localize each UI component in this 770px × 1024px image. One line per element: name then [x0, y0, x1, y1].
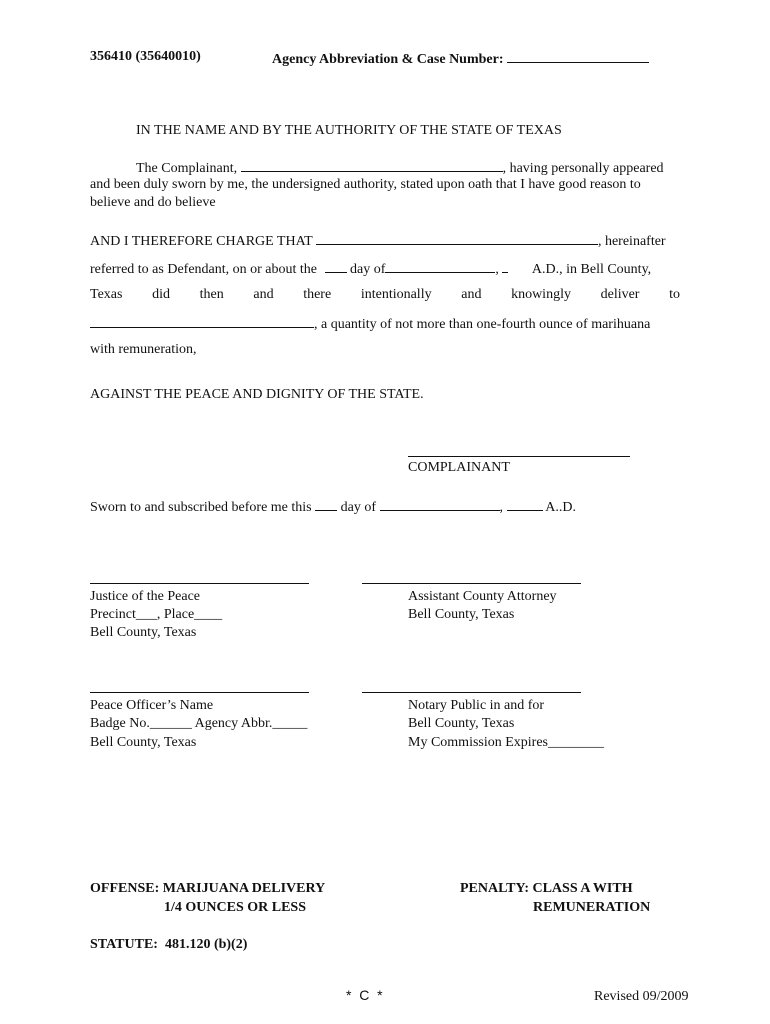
statute: STATUTE: 481.120 (b)(2) [90, 937, 248, 952]
defendant-date-text-d: A.D., in Bell County, [531, 262, 652, 277]
charge-line [90, 230, 666, 251]
officer-title: Peace Officer’s Name [90, 698, 214, 713]
complainant-line-3: believe and do believe [90, 195, 216, 210]
attorney-title: Assistant County Attorney [408, 589, 557, 604]
recipient-line [90, 313, 650, 334]
attorney-signature-line[interactable] [362, 583, 581, 584]
defendant-date-text-b: day of [350, 262, 386, 277]
defendant-date-text-a: referred to as Defendant, on or about the [90, 262, 318, 277]
complainant-signature-line[interactable] [408, 456, 630, 457]
day-blank[interactable] [325, 258, 347, 273]
justice-precinct: Precinct___, Place____ [90, 607, 223, 622]
charge-suffix: , hereinafter [597, 234, 666, 249]
penalty-line-2: REMUNERATION [533, 900, 651, 915]
officer-badge: Badge No.______ Agency Abbr._____ [90, 716, 308, 731]
complainant-line-2: and been duly sworn by me, the undersigned authority, stated upon oath that I have good reason to [90, 177, 641, 192]
officer-county: Bell County, Texas [90, 735, 197, 750]
complainant-label: COMPLAINANT [408, 460, 510, 475]
complainant-name-blank[interactable] [241, 157, 503, 172]
notary-signature-line[interactable] [362, 692, 581, 693]
officer-signature-line[interactable] [90, 692, 309, 693]
recipient-blank[interactable] [90, 313, 314, 328]
sworn-suffix: A..D. [545, 500, 576, 515]
sworn-prefix: Sworn to and subscribed before me this [90, 500, 312, 515]
complainant-prefix: The Complainant, [136, 161, 238, 176]
justice-title: Justice of the Peace [90, 589, 201, 604]
justice-county: Bell County, Texas [90, 625, 197, 640]
deliver-line: Texas did then and there intentionally and knowingly deliver to [90, 287, 680, 302]
offense-line-1: OFFENSE: MARIJUANA DELIVERY [90, 881, 326, 896]
against-statement: AGAINST THE PEACE AND DIGNITY OF THE STATE. [90, 387, 424, 402]
sworn-comma: , [499, 500, 504, 515]
charge-prefix: AND I THEREFORE CHARGE THAT [90, 234, 313, 249]
defendant-date-text-c: , [495, 262, 499, 277]
penalty-line-1: PENALTY: CLASS A WITH [460, 881, 633, 896]
sworn-year-blank[interactable] [507, 496, 543, 511]
authority-heading: IN THE NAME AND BY THE AUTHORITY OF THE STATE OF TEXAS [136, 123, 562, 138]
notary-title: Notary Public in and for [408, 698, 545, 713]
notary-commission: My Commission Expires________ [408, 735, 605, 750]
sworn-day-blank[interactable] [315, 496, 337, 511]
offense-line-2: 1/4 OUNCES OR LESS [164, 900, 306, 915]
sworn-line [90, 496, 576, 517]
sworn-month-blank[interactable] [380, 496, 500, 511]
attorney-county: Bell County, Texas [408, 607, 515, 622]
remuneration-line: with remuneration, [90, 342, 197, 357]
justice-signature-line[interactable] [90, 583, 309, 584]
notary-county: Bell County, Texas [408, 716, 515, 731]
form-code: 356410 (35640010) [90, 49, 201, 64]
month-blank[interactable] [385, 258, 495, 273]
defendant-date-line [90, 258, 651, 279]
case-number-label-text: Agency Abbreviation & Case Number: [272, 52, 504, 67]
complainant-suffix: , having personally appeared [502, 161, 664, 176]
case-number-label [272, 48, 649, 69]
sworn-day-of: day of [340, 500, 377, 515]
complainant-line [136, 157, 664, 178]
defendant-name-blank[interactable] [316, 230, 598, 245]
revised-date: Revised 09/2009 [594, 989, 689, 1004]
case-number-blank[interactable] [507, 48, 649, 63]
year-blank[interactable] [502, 258, 508, 273]
recipient-suffix: , a quantity of not more than one-fourth ounce of marihuana [314, 317, 651, 332]
footer-code: * C * [346, 987, 383, 1003]
